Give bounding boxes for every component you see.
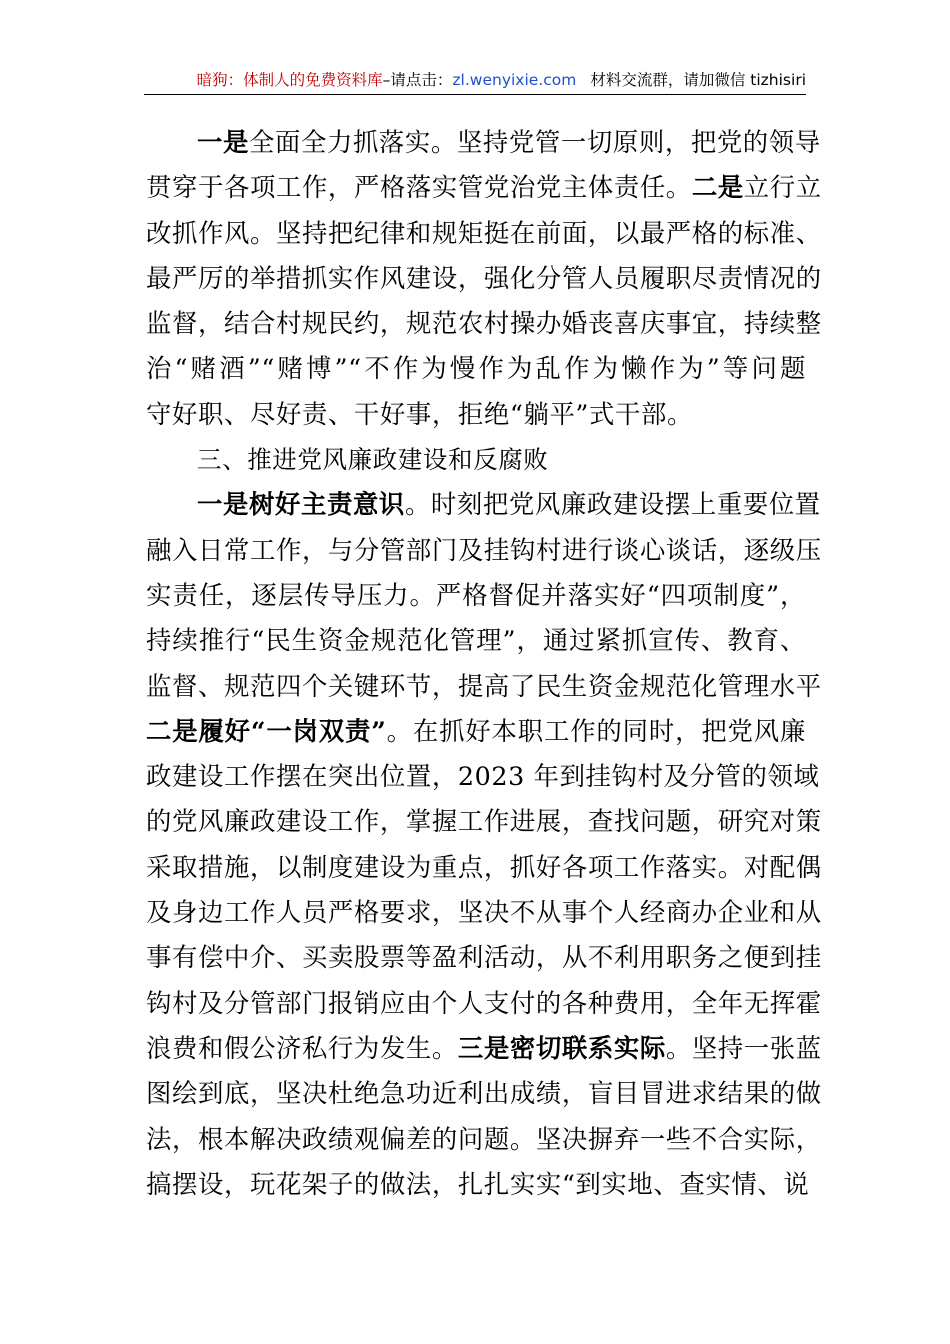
text-run: 。时刻把党风廉政建设摆上重要位置 [404,489,821,520]
text-line-21 [146,1026,822,1071]
text-line-17 [146,845,822,890]
text-line-19 [146,935,822,980]
text-run: 全面全力抓落实。坚持党管一切原则，把党的领导 [248,127,821,157]
bold-run: 二是履好“一岗双责” [146,715,387,746]
text-run: 持续推行“民生资金规范化管理”，通过紧抓宣传、教育、 [146,625,806,656]
text-line-5 [146,301,822,346]
text-run: 三、推进党风廉政建设和反腐败 [197,445,549,475]
text-run: 监督，结合村规民约，规范农村操办婚丧喜庆事宜，持续整 [146,308,822,339]
bold-run: 一是 [197,127,249,157]
text-line-2 [146,165,822,210]
text-run: 图绘到底，坚决杜绝急功近利出成绩，盲目冒进求结果的做 [146,1078,822,1109]
text-run: 监督、规范四个关键环节，提高了民生资金规范化管理水平 [146,670,822,701]
text-line-11 [146,573,806,618]
text-line-12 [146,618,806,663]
text-line-13 [146,664,822,709]
text-line-4 [146,256,822,301]
text-run: 融入日常工作，与分管部门及挂钩村进行谈心谈话，逐级压 [146,534,822,565]
text-run: 法，根本解决政绩观偏差的问题。坚决摒弃一些不合实际， [146,1123,822,1154]
text-run: 最严厉的举措抓实作风建设，强化分管人员履职尽责情况的 [146,262,822,293]
text-run: 钩村及分管部门报销应由个人支付的各种费用，全年无挥霍 [146,987,822,1018]
text-run: 政建设工作摆在突出位置，2023 年到挂钩村及分管的领域 [146,761,820,792]
text-line-7 [146,392,806,437]
bold-run: 一是树好主责意识 [197,489,405,520]
bold-run: 三是密切联系实际 [457,1032,666,1063]
text-run: 实责任，逐层传导压力。严格督促并落实好“四项制度”， [146,579,806,610]
text-line-16 [146,799,822,844]
text-run: 。在抓好本职工作的同时，把党风廉 [386,715,806,746]
text-run: 立行立 [743,172,822,203]
header-contact: 材料交流群，请加微信 tizhisiri [590,71,806,89]
header-link-prefix: –请点击： [382,71,453,89]
document-body [146,120,822,1207]
section-heading [146,437,806,482]
text-run: 改抓作风。坚持把纪律和规矩挺在前面，以最严格的标准、 [146,217,822,248]
header-brand: 暗狗：体制人的免费资料库 [196,71,383,89]
text-line-3 [146,211,822,256]
text-run: 守好职、尽好责、干好事，拒绝“躺平”式干部。 [146,398,693,429]
text-line-18 [146,890,822,935]
text-line-15 [146,754,820,799]
text-line-23 [146,1117,822,1162]
text-run: 事有偿中介、买卖股票等盈利活动，从不利用职务之便到挂 [146,942,822,973]
text-line-20 [146,981,822,1026]
text-line-6 [146,346,806,391]
text-run: 治“赌酒”“赌博”“不作为慢作为乱作为懒作为”等问题 [146,353,806,384]
text-run: 采取措施，以制度建设为重点，抓好各项工作落实。对配偶 [146,851,822,882]
bold-run: 二是 [691,172,744,203]
text-run: 。坚持一张蓝 [665,1032,822,1063]
text-line-9 [146,482,821,527]
text-run: 的党风廉政建设工作，掌握工作进展，查找问题，研究对策 [146,806,822,837]
text-line-24 [146,1162,810,1207]
page-header [144,66,806,95]
text-line-22 [146,1071,822,1116]
text-line-10 [146,528,822,573]
text-run: 贯穿于各项工作，严格落实管党治党主体责任。 [146,172,692,203]
text-line-14 [146,709,806,754]
text-run: 及身边工作人员严格要求，坚决不从事个人经商办企业和从 [146,897,822,928]
text-line-1 [146,120,821,165]
text-run: 浪费和假公济私行为发生。 [146,1032,458,1063]
header-url-link[interactable]: zl.wenyixie.com [452,71,577,89]
text-run: 搞摆设，玩花架子的做法，扎扎实实“到实地、查实情、说 [146,1168,810,1199]
